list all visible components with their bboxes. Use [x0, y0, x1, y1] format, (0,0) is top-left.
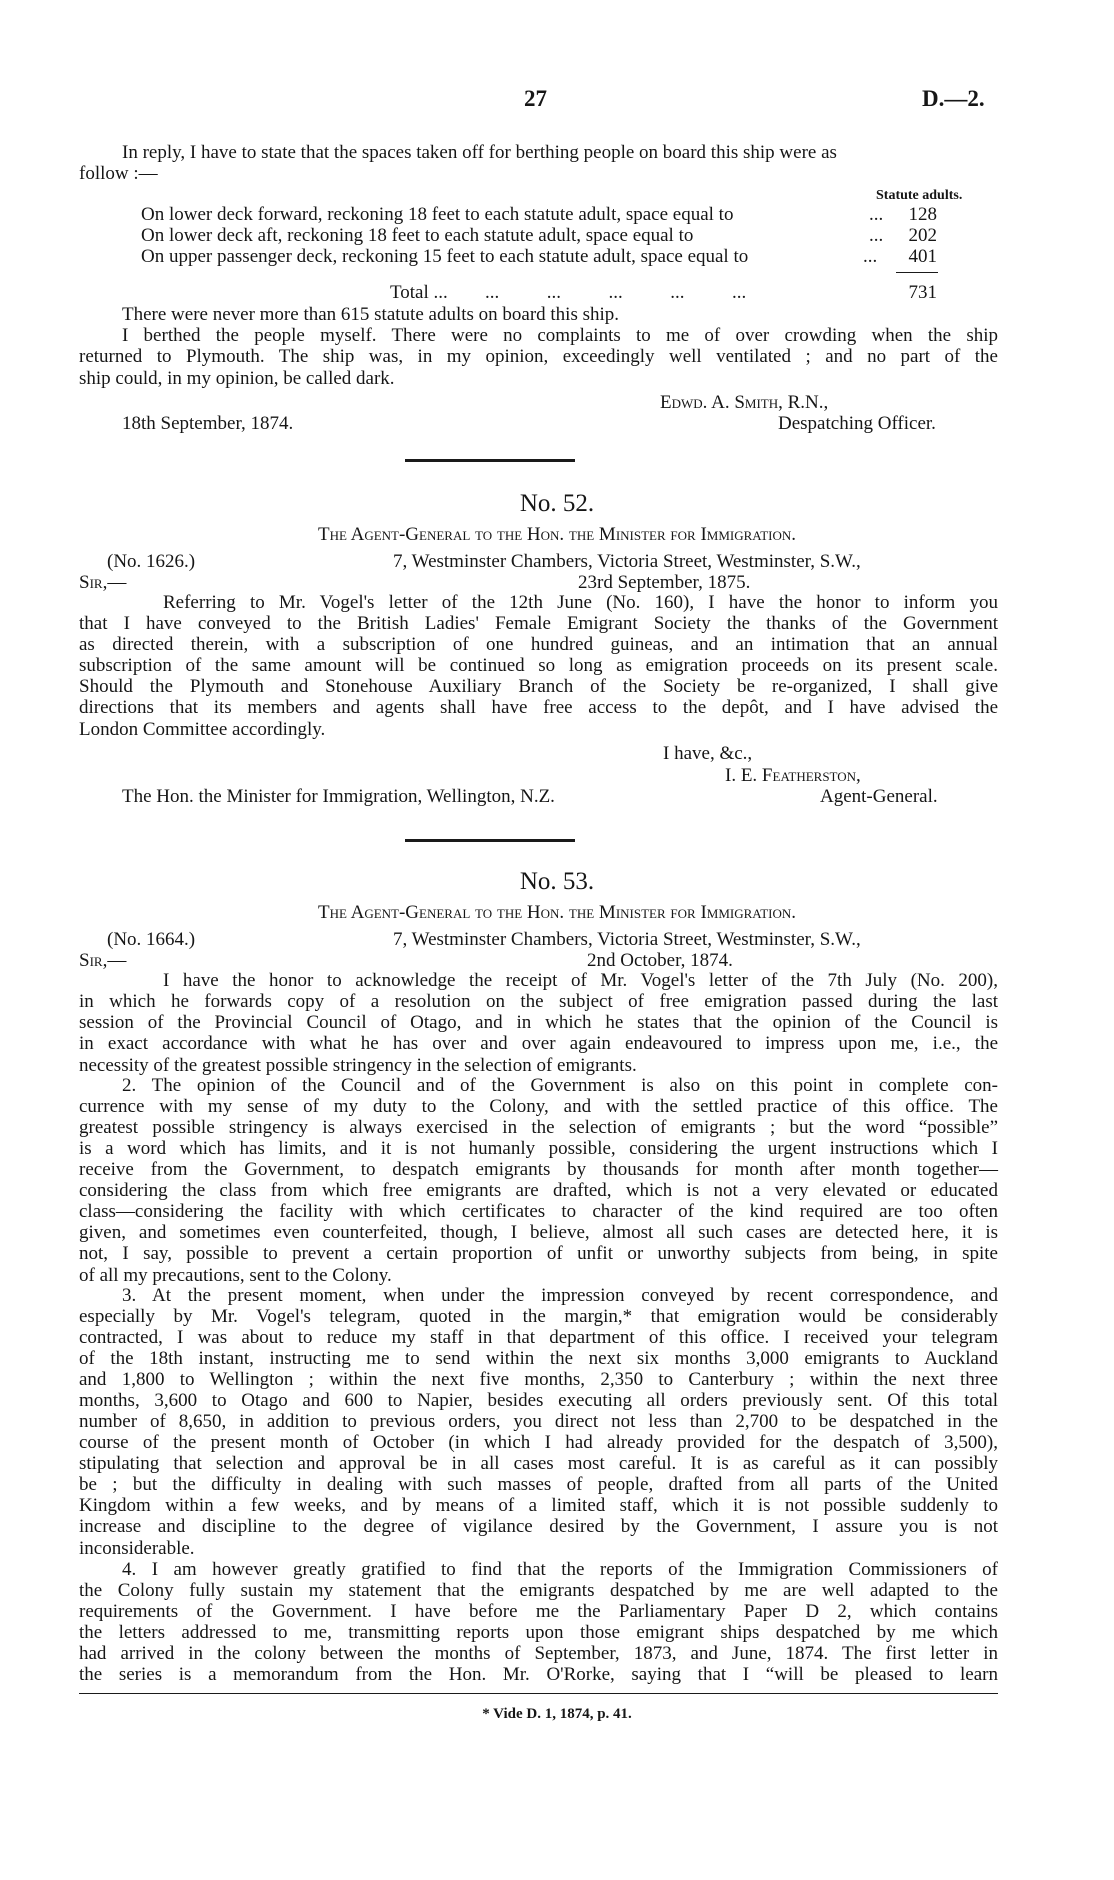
body-line: stipulating that selection and approval be in all cases most careful. It is as careful as it can possibly: [79, 1453, 998, 1474]
body-line: increase and discipline to the degree of vigilance desired by the Government, I assure you is not: [79, 1516, 998, 1537]
body-line: not, I say, possible to prevent a certain proportion of unfit or unworthy subjects from being, in spite: [79, 1243, 998, 1264]
table-row-dots: ...: [863, 246, 878, 267]
body-line: and 1,800 to Wellington ; within the next five months, 2,350 to Canterbury ; within the next three: [79, 1369, 998, 1390]
body-line: of all my precautions, sent to the Colony.: [79, 1265, 392, 1286]
intro-line-1: In reply, I have to state that the spaces taken off for berthing people on board this ship were as: [122, 142, 837, 163]
paragraph-line: returned to Plymouth. The ship was, in my opinion, exceedingly well ventilated ; and no part of the: [79, 346, 998, 367]
body-line: in exact accordance with what he has over and over again endeavoured to impress upon me, i.e., the: [79, 1033, 998, 1054]
body-line: Kingdom within a few weeks, and by means of a limited staff, which it is not possible suddenly to: [79, 1495, 998, 1516]
intro-line-2: follow :—: [79, 163, 158, 184]
footnote: * Vide D. 1, 1874, p. 41.: [482, 1706, 632, 1722]
body-line: requirements of the Government. I have before me the Parliamentary Paper D 2, which contains: [79, 1601, 998, 1622]
total-rule: [896, 272, 938, 273]
body-line: of the 18th instant, instructing me to send within the next six months 3,000 emigrants to Auckland: [79, 1348, 998, 1369]
body-line: directions that its members and agents shall have free access to the depôt, and I have advised the: [79, 697, 998, 718]
letter-heading: No. 53.: [519, 868, 595, 895]
total-value: 731: [908, 282, 937, 303]
document-reference: D.—2.: [922, 86, 985, 111]
table-row-dots: ...: [869, 225, 884, 246]
sender-address: 7, Westminster Chambers, Victoria Street, Westminster, S.W.,: [393, 929, 861, 950]
body-line: especially by Mr. Vogel's telegram, quoted in the margin,* that emigration would be considerably: [79, 1306, 998, 1327]
sender-address: 7, Westminster Chambers, Victoria Street, Westminster, S.W.,: [393, 551, 861, 572]
body-line: the series is a memorandum from the Hon. Mr. O'Rorke, saying that I “will be pleased to learn: [79, 1664, 998, 1685]
body-line: currence with my sense of my duty to the Colony, and with the settled practice of this office. The: [79, 1096, 998, 1117]
body-line: receive from the Government, to despatch emigrants by thousands for month after month together—: [79, 1159, 998, 1180]
body-line: as directed therein, with a subscription of one hundred guineas, and an intimation that an annual: [79, 634, 998, 655]
body-line: is a word which has limits, and it is not humanly possible, considering the urgent instructions which I: [79, 1138, 998, 1159]
page-number: 27: [524, 86, 547, 111]
body-line: number of 8,650, in addition to previous orders, you direct not less than 2,700 to be despatched in the: [79, 1411, 998, 1432]
body-line: session of the Provincial Council of Otago, and in which he states that the opinion of the Council is: [79, 1012, 998, 1033]
letter-heading: No. 52.: [519, 490, 595, 517]
body-line: greatest possible stringency is always exercised in the selection of emigrants ; but the word “possible”: [79, 1117, 998, 1138]
table-row-value: 202: [908, 225, 937, 246]
body-line: I have the honor to acknowledge the receipt of Mr. Vogel's letter of the 7th July (No. 200),: [163, 970, 998, 991]
reference-number: (No. 1626.): [107, 551, 196, 572]
body-line: be ; but the difficulty in dealing with such masses of people, drafted from all parts of the United: [79, 1474, 998, 1495]
closing: I have, &c.,: [663, 743, 753, 764]
body-line: considering the class from which free emigrants are drafted, which is not a very elevated or educated: [79, 1180, 998, 1201]
section-divider: [405, 839, 575, 842]
body-line: class—considering the facility with which certificates to character of the kind required are too often: [79, 1201, 998, 1222]
paragraph-line: There were never more than 615 statute adults on board this ship.: [122, 304, 620, 325]
salutation: Sir,—: [79, 950, 127, 971]
paragraph-line: I berthed the people myself. There were no complaints to me of over crowding when the ship: [122, 325, 998, 346]
table-row-label: On lower deck forward, reckoning 18 feet to each statute adult, space equal to: [141, 204, 734, 225]
signature-title: Despatching Officer.: [778, 413, 936, 434]
body-line: 4. I am however greatly gratified to find that the reports of the Immigration Commissioners of: [122, 1559, 998, 1580]
section-divider: [405, 459, 575, 462]
body-line: 2. The opinion of the Council and of the Government is also on this point in complete con-: [122, 1075, 998, 1096]
body-line: 3. At the present moment, when under the impression conveyed by recent correspondence, and: [122, 1285, 998, 1306]
body-line: months, 3,600 to Otago and 600 to Napier, besides executing all orders previously sent. Of this total: [79, 1390, 998, 1411]
signature-name: I. E. Featherston,: [725, 765, 861, 786]
body-line: the letters addressed to me, transmitting reports upon those emigrant ships despatched by me which: [79, 1622, 998, 1643]
signature-title: Agent-General.: [820, 786, 938, 807]
letter-date: 2nd October, 1874.: [587, 950, 733, 971]
table-row-label: On lower deck aft, reckoning 18 feet to each statute adult, space equal to: [141, 225, 694, 246]
body-line: that I have conveyed to the British Ladies' Female Emigrant Society the thanks of the Government: [79, 613, 998, 634]
body-line: Should the Plymouth and Stonehouse Auxiliary Branch of the Society be re-organized, I shall give: [79, 676, 998, 697]
body-line: London Committee accordingly.: [79, 719, 326, 740]
table-row-dots: ...: [869, 204, 884, 225]
footnote-rule: [79, 1693, 998, 1694]
table-header: Statute adults.: [876, 188, 963, 203]
body-line: had arrived in the colony between the months of September, 1873, and June, 1874. The first letter in: [79, 1643, 998, 1664]
letter-subheading: The Agent-General to the Hon. the Minister for Immigration.: [317, 524, 797, 545]
body-line: course of the present month of October (in which I had already provided for the despatch of 3,500),: [79, 1432, 998, 1453]
salutation: Sir,—: [79, 572, 127, 593]
table-row-value: 401: [908, 246, 937, 267]
total-label: Total ...: [390, 282, 448, 303]
reference-number: (No. 1664.): [107, 929, 196, 950]
letter-subheading: The Agent-General to the Hon. the Minister for Immigration.: [317, 902, 797, 923]
signature-name: Edwd. A. Smith, R.N.,: [660, 392, 829, 413]
date-line: 18th September, 1874.: [122, 413, 294, 434]
body-line: in which he forwards copy of a resolution on the subject of free emigration passed during the last: [79, 991, 998, 1012]
table-row-value: 128: [908, 204, 937, 225]
body-line: the Colony fully sustain my statement that the emigrants despatched by me are well adapted to the: [79, 1580, 998, 1601]
paragraph-line: ship could, in my opinion, be called dark.: [79, 368, 395, 389]
body-line: Referring to Mr. Vogel's letter of the 12th June (No. 160), I have the honor to inform you: [163, 592, 998, 613]
total-dots: ... ... ... ... ...: [485, 282, 747, 303]
body-line: contracted, I was about to reduce my staff in that department of this office. I received your telegram: [79, 1327, 998, 1348]
body-line: inconsiderable.: [79, 1538, 195, 1559]
body-line: necessity of the greatest possible stringency in the selection of emigrants.: [79, 1055, 637, 1076]
addressee: The Hon. the Minister for Immigration, Wellington, N.Z.: [122, 786, 555, 807]
letter-date: 23rd September, 1875.: [578, 572, 751, 593]
body-line: subscription of the same amount will be continued so long as emigration proceeds on its present scale.: [79, 655, 998, 676]
table-row-label: On upper passenger deck, reckoning 15 feet to each statute adult, space equal to: [141, 246, 749, 267]
body-line: given, and sometimes even counterfeited, though, I believe, almost all such cases are detected here, it is: [79, 1222, 998, 1243]
